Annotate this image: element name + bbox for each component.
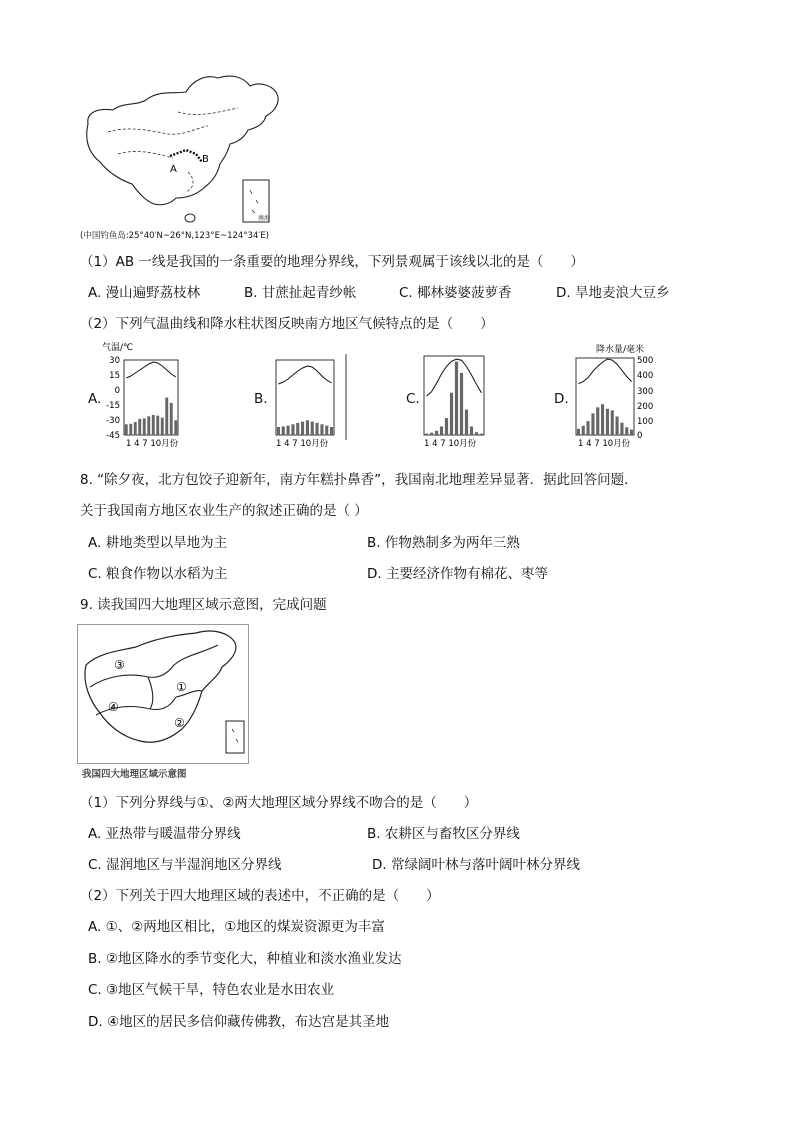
label-a: A	[170, 164, 177, 175]
precip-bar-d-8	[611, 410, 614, 435]
q9-1-stem: （1）下列分界线与①、②两大地理区域分界线不吻合的是（ ）	[80, 795, 478, 811]
precip-tick-500: 500	[637, 356, 654, 366]
precip-bar-c-9	[465, 410, 468, 435]
precip-ticks-d	[637, 356, 653, 441]
precip-bar-b-5	[296, 423, 299, 435]
precip-bar-b-9	[316, 423, 319, 435]
q9-2-stem: （2）下列关于四大地理区域的表述中，不正确的是（ ）	[80, 888, 440, 904]
climate-chart-a	[98, 340, 194, 450]
map-caption: (中国钓鱼岛:25°40′N~26°N,123°E~124°34′E)	[80, 231, 269, 241]
q8-stem-2: 关于我国南方地区农业生产的叙述正确的是（ ）	[80, 503, 368, 519]
q7-1-option-a[interactable]: A. 漫山遍野荔枝林	[88, 285, 201, 301]
precip-bar-c-5	[445, 418, 448, 435]
precip-bar-c-2	[430, 433, 433, 435]
precip-bar-a-7	[152, 415, 155, 435]
month-ticks-c: 1 4 7 10月份	[424, 439, 477, 449]
precip-bar-c-1	[425, 434, 428, 435]
q7-2-option-a[interactable]: A.	[88, 391, 102, 407]
precip-bar-d-12	[630, 430, 633, 435]
precip-bar-a-3	[134, 422, 137, 435]
precip-bar-d-11	[625, 427, 628, 435]
four-regions-map	[77, 624, 249, 764]
q9-1-option-b[interactable]: B. 农耕区与畜牧区分界线	[367, 826, 520, 842]
precip-bar-c-12	[480, 434, 483, 435]
q8-option-d[interactable]: D. 主要经济作物有棉花、枣等	[367, 566, 548, 582]
precip-tick-200: 200	[637, 402, 654, 412]
precip-bar-a-5	[143, 418, 146, 435]
precip-bar-a-11	[170, 403, 173, 435]
q8-stem-1: 8. “除夕夜，北方包饺子迎新年，南方年糕扑鼻香”，我国南北地理差异显著．据此回答问题．	[80, 472, 638, 488]
q7-2-option-b[interactable]: B.	[254, 391, 268, 407]
precip-bar-d-6	[601, 404, 604, 435]
q7-2-stem: （2）下列气温曲线和降水柱状图反映南方地区气候特点的是（ ）	[80, 316, 494, 332]
precip-bar-c-4	[440, 427, 443, 436]
precip-tick-100: 100	[637, 417, 654, 427]
q8-option-a[interactable]: A. 耕地类型以旱地为主	[88, 535, 228, 551]
q8-option-b[interactable]: B. 作物熟制多为两年三熟	[367, 535, 520, 551]
precip-bar-b-12	[330, 427, 333, 435]
precip-bar-d-7	[606, 409, 609, 435]
precip-tick-0: 0	[637, 431, 643, 441]
precip-bar-c-11	[475, 432, 478, 435]
precip-bar-a-12	[174, 420, 177, 435]
inset-label: 南海	[258, 215, 271, 222]
q9-stem: 9. 读我国四大地理区域示意图，完成问题	[80, 597, 327, 613]
q9-2-option-b[interactable]: B. ②地区降水的季节变化大，种植业和淡水渔业发达	[88, 951, 402, 967]
precip-bar-d-10	[620, 423, 623, 435]
q7-1-stem: （1）AB 一线是我国的一条重要的地理分界线，下列景观属于该线以北的是（ ）	[80, 254, 584, 270]
precip-bar-c-8	[460, 373, 463, 435]
precip-bar-d-2	[582, 426, 585, 435]
precip-bar-d-3	[587, 421, 590, 435]
q9-1-option-d[interactable]: D. 常绿阔叶林与落叶阔叶林分界线	[372, 857, 580, 873]
precip-bar-a-2	[129, 424, 132, 435]
temp-curve-d	[578, 359, 631, 384]
temp-axis-title: 气温/℃	[102, 343, 134, 353]
q7-1-option-c[interactable]: C. 椰林婆婆菠萝香	[399, 285, 512, 301]
region-label-3: ③	[114, 658, 125, 672]
temp-tick-minus15: -15	[106, 401, 120, 411]
temp-curve-c	[427, 359, 482, 396]
climate-chart-b	[266, 352, 356, 450]
q8-option-c[interactable]: C. 粮食作物以水稻为主	[88, 566, 228, 582]
precip-bar-a-4	[138, 419, 141, 435]
precip-bar-b-11	[325, 426, 328, 435]
precip-tick-300: 300	[637, 387, 654, 397]
temp-tick-minus30: -30	[106, 416, 120, 426]
precip-bar-a-8	[156, 416, 159, 435]
precip-bar-b-6	[301, 422, 304, 435]
month-ticks-b: 1 4 7 10月份	[276, 439, 329, 449]
precip-bar-b-7	[306, 420, 309, 435]
precip-bar-a-1	[125, 424, 128, 435]
precip-bar-d-4	[591, 413, 594, 435]
q7-2-option-c[interactable]: C.	[406, 391, 420, 407]
region-label-1: ①	[176, 680, 187, 694]
precip-bar-c-3	[435, 431, 438, 435]
q9-1-option-a[interactable]: A. 亚热带与暖温带分界线	[88, 826, 241, 842]
climate-chart-c	[418, 352, 498, 450]
month-ticks-d: 1 4 7 10月份	[578, 439, 631, 449]
precip-bar-b-10	[320, 424, 323, 435]
precip-bar-c-6	[450, 393, 453, 435]
q7-2-option-d[interactable]: D.	[554, 391, 569, 407]
precip-bar-c-10	[470, 427, 473, 436]
label-b: B	[202, 154, 209, 165]
precip-bar-c-7	[455, 362, 458, 435]
china-map-ab	[78, 72, 293, 240]
q7-1-option-d[interactable]: D. 旱地麦浪大豆乡	[556, 285, 670, 301]
precip-tick-400: 400	[637, 371, 654, 381]
temp-tick-30: 30	[109, 356, 120, 366]
region-label-4: ④	[108, 700, 119, 714]
precip-bar-b-4	[291, 424, 294, 435]
climate-chart-d	[570, 340, 680, 450]
precip-bar-b-2	[282, 426, 285, 435]
precip-bar-d-5	[596, 407, 599, 435]
temp-ticks-a	[106, 356, 120, 441]
q7-1-option-b[interactable]: B. 甘蔗扯起青纱帐	[244, 285, 357, 301]
month-ticks-a: 1 4 7 10月份	[126, 439, 179, 449]
precip-bar-a-10	[165, 398, 168, 436]
q9-2-option-a[interactable]: A. ①、②两地区相比，①地区的煤炭资源更为丰富	[88, 919, 385, 935]
precip-axis-title: 降水量/毫米	[596, 345, 645, 355]
temp-tick-15: 15	[109, 371, 120, 381]
precip-bar-b-1	[277, 427, 280, 435]
temp-tick-0: 0	[114, 386, 120, 396]
q9-2-option-c[interactable]: C. ③地区气候干旱，特色农业是水田农业	[88, 982, 335, 998]
temp-curve-b	[278, 366, 331, 384]
region-label-2: ②	[174, 716, 185, 730]
q9-1-option-c[interactable]: C. 湿润地区与半湿润地区分界线	[88, 857, 282, 873]
four-regions-map-caption: 我国四大地理区域示意图	[82, 769, 187, 780]
temp-curve-a	[126, 362, 176, 378]
precip-bar-b-8	[311, 422, 314, 435]
precip-bar-d-1	[577, 429, 580, 435]
q9-2-option-d[interactable]: D. ④地区的居民多信仰藏传佛教，布达宫是其圣地	[88, 1014, 390, 1030]
precip-bar-a-6	[147, 416, 150, 435]
precip-bar-d-9	[616, 417, 619, 436]
temp-tick-minus45: -45	[106, 431, 120, 441]
precip-bar-b-3	[287, 426, 290, 435]
precip-bar-a-9	[161, 418, 164, 435]
